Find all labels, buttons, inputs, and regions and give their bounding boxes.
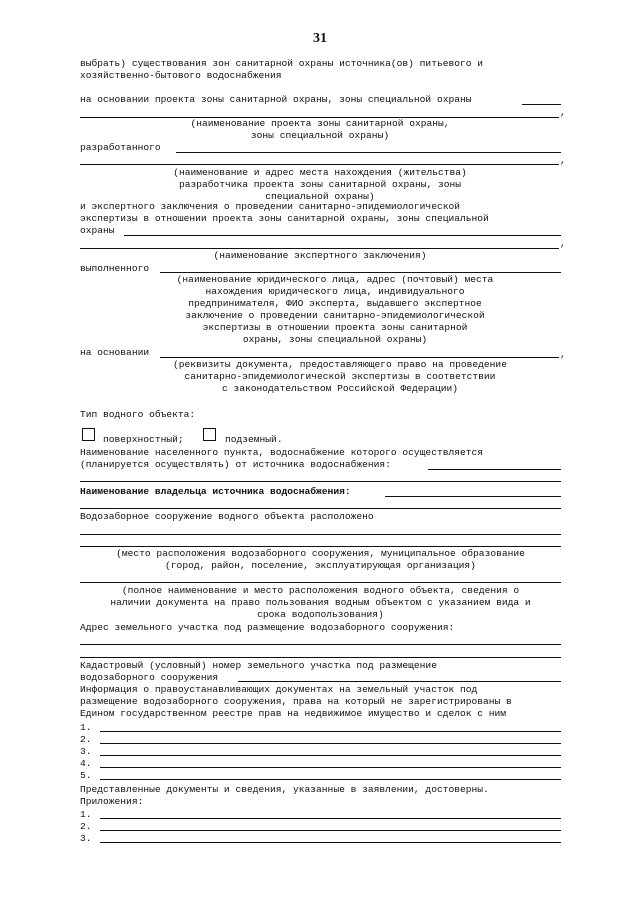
developed-label: разработанного xyxy=(80,142,161,153)
cadastral-field[interactable] xyxy=(238,681,561,682)
intake-label: Водозаборное сооружение водного объекта расположено xyxy=(80,511,374,522)
page-number: 31 xyxy=(313,31,327,46)
owner-field[interactable] xyxy=(385,496,561,497)
settlement-line-2: (планируется осуществлять) от источника водоснабжения: xyxy=(80,459,391,470)
underground-label: подземный. xyxy=(225,434,283,445)
comma: , xyxy=(560,238,566,249)
basis-field[interactable] xyxy=(160,357,559,358)
docs-field-4[interactable] xyxy=(100,767,561,768)
intake-field[interactable] xyxy=(80,534,561,535)
docs-field-1[interactable] xyxy=(100,731,561,732)
text-line-2: хозяйственно-бытового водоснабжения xyxy=(80,70,282,81)
project-blank-inline[interactable] xyxy=(522,104,561,105)
expert-conclusion-field[interactable] xyxy=(124,235,561,236)
caption-water-object: (полное наименование и место расположения водного объекта, сведения о наличии документа на право пользования водным объектом с указанием вида и срока водопользования) xyxy=(110,585,531,620)
surface-label: поверхностный; xyxy=(103,434,184,445)
text-line-6: охраны xyxy=(80,225,115,236)
list-item: 2. xyxy=(80,821,561,833)
docs-field-2[interactable] xyxy=(100,743,561,744)
comma: , xyxy=(560,349,566,360)
water-object-field[interactable] xyxy=(80,582,561,583)
developer-field-2[interactable] xyxy=(80,164,559,165)
text-line-5: экспертизы в отношении проекта зоны санитарной охраны, зоны специальной xyxy=(80,213,489,224)
comma: , xyxy=(560,155,566,166)
settlement-line-1: Наименование населенного пункта, водоснабжение которого осуществляется xyxy=(80,447,484,458)
attachments-label: Приложения: xyxy=(80,796,144,807)
owner-label: Наименование владельца источника водоснабжения: xyxy=(80,486,351,497)
land-address-field-2[interactable] xyxy=(80,657,561,658)
list-item: 2. xyxy=(80,734,561,746)
caption-expert: (наименование экспертного заключения) xyxy=(213,250,427,261)
list-item: 1. xyxy=(80,722,561,734)
list-item: 1. xyxy=(80,809,561,821)
comma: , xyxy=(560,107,566,118)
settlement-field[interactable] xyxy=(428,469,561,470)
list-item: 3. xyxy=(80,833,561,845)
cadastral-line-1: Кадастровый (условный) номер земельного участка под размещение xyxy=(80,660,437,671)
caption-developer: (наименование и адрес места нахождения (жительства) разработчика проекта зоны санитарной охраны, зоны специальной охраны) xyxy=(173,167,467,202)
info-line-3: Едином государственном реестре прав на недвижимое имущество и сделок с ним xyxy=(80,708,507,719)
land-address-field[interactable] xyxy=(80,644,561,645)
intake-field-2[interactable] xyxy=(80,546,561,547)
cadastral-line-2: водозаборного сооружения xyxy=(80,672,219,683)
settlement-field-2[interactable] xyxy=(80,481,561,482)
caption-intake: (место расположения водозаборного сооружения, муниципальное образование (город, район, поселение, эксплуатирующая организация) xyxy=(116,548,525,571)
caption-performer: (наименование юридического лица, адрес (почтовый) места нахождения юридического лица, индивидуального предпринимателя, ФИО эксперта, выдавшего экспертное заключение о проведении санитарно-эпидемиологической экспертизы в отношении проекта зоны санитарной охраны, зоны специальной охраны) xyxy=(176,274,494,345)
docs-field-5[interactable] xyxy=(100,779,561,780)
expert-conclusion-field-2[interactable] xyxy=(80,248,559,249)
attachments-list xyxy=(80,809,561,845)
owner-field-2[interactable] xyxy=(80,508,561,509)
attachment-field-1[interactable] xyxy=(100,818,561,819)
info-line-2: размещение водозаборного сооружения, права на который не зарегистрированы в xyxy=(80,696,512,707)
docs-list xyxy=(80,722,561,782)
developer-field[interactable] xyxy=(176,152,561,153)
attachment-field-3[interactable] xyxy=(100,842,561,843)
surface-checkbox[interactable] xyxy=(82,428,95,441)
caption-project: (наименование проекта зоны санитарной охраны, зоны специальной охраны) xyxy=(190,118,450,141)
basis-label: на основании xyxy=(80,347,150,358)
performer-field[interactable] xyxy=(160,272,561,273)
basis-project-label: на основании проекта зоны санитарной охраны, зоны специальной охраны xyxy=(80,94,472,105)
docs-field-3[interactable] xyxy=(100,755,561,756)
caption-basis: (реквизиты документа, предоставляющего право на проведение санитарно-эпидемиологической экспертизы в соответствии с законодательством Российской Федерации) xyxy=(173,359,507,394)
info-line-1: Информация о правоустанавливающих документах на земельный участок под xyxy=(80,684,478,695)
land-address-label: Адрес земельного участка под размещение водозаборного сооружения: xyxy=(80,622,455,633)
water-type-label: Тип водного объекта: xyxy=(80,409,196,420)
text-line-1: выбрать) существования зон санитарной охраны источника(ов) питьевого и xyxy=(80,58,484,69)
list-item: 3. xyxy=(80,746,561,758)
list-item: 5. xyxy=(80,770,561,782)
reliable-statement: Представленные документы и сведения, указанные в заявлении, достоверны. xyxy=(80,784,489,795)
list-item: 4. xyxy=(80,758,561,770)
performed-label: выполненного xyxy=(80,263,150,274)
underground-checkbox[interactable] xyxy=(203,428,216,441)
text-line-4: и экспертного заключения о проведении санитарно-эпидемиологической xyxy=(80,201,460,212)
attachment-field-2[interactable] xyxy=(100,830,561,831)
